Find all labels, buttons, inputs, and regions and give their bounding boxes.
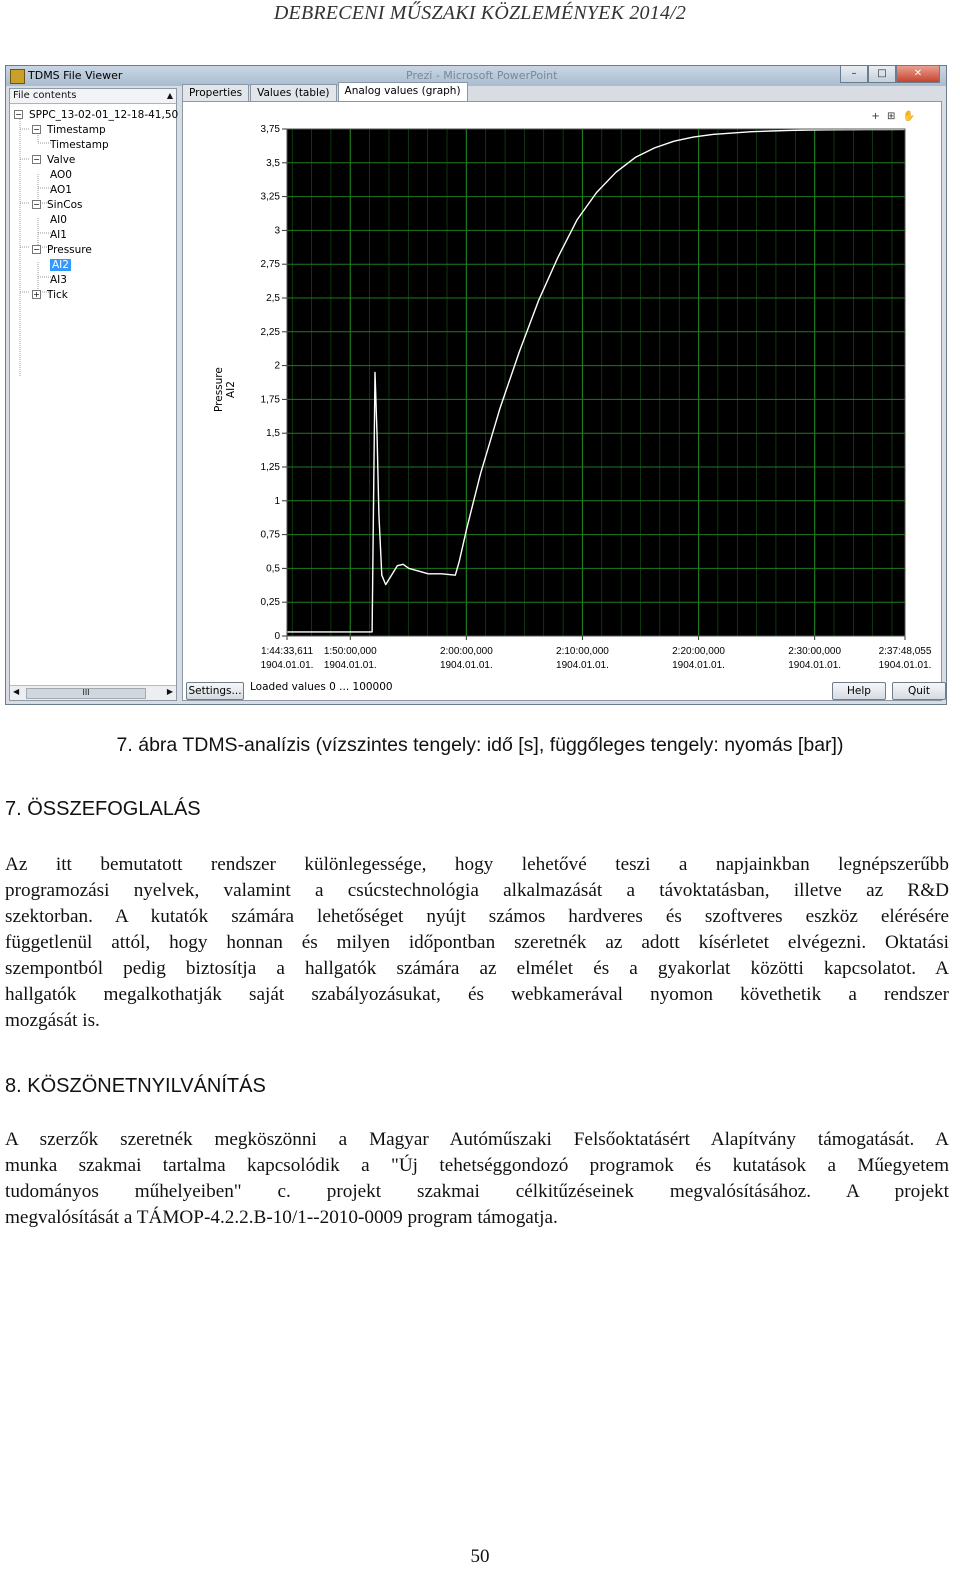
tree-node[interactable] — [32, 124, 106, 136]
x-tick-time-label: 2:00:00,000 — [439, 646, 493, 657]
x-tick-time-label: 2:20:00,000 — [672, 646, 725, 657]
x-tick-time-label: 2:37:48,055 — [878, 646, 932, 657]
y-tick-label: 3 — [274, 225, 280, 237]
file-contents-tree[interactable] — [9, 88, 177, 701]
y-tick-label: 2,5 — [266, 293, 280, 304]
plot-tools-palette[interactable]: + ⊞ ✋ — [871, 111, 917, 122]
collapse-icon[interactable]: − — [33, 200, 40, 209]
scroll-left-icon[interactable]: ◀ — [13, 687, 20, 696]
tree-node-label: AO0 — [50, 169, 72, 181]
text-line: szektorban. A kutatók számára lehetőséget nyújt számos hardveres és szoftveres eszköz elérésére — [5, 906, 949, 927]
x-tick-time-label: 1:44:33,611 — [260, 646, 314, 657]
y-tick-label: 2,25 — [260, 326, 280, 338]
tree-node-label: AI0 — [50, 214, 67, 226]
x-tick-date-label: 1904.01.01. — [672, 660, 725, 671]
text-line: tudományos műhelyeiben" c. projekt szakmai célkitűzéseinek megvalósításához. A projekt — [5, 1181, 949, 1202]
y-tick-label: 1,25 — [260, 462, 280, 473]
tree-node-label: SinCos — [47, 199, 83, 211]
section-8-heading: 8. KÖSZÖNETNYILVÁNÍTÁS — [5, 1075, 266, 1097]
tab-strip — [182, 84, 469, 102]
title-bar[interactable] — [6, 66, 946, 86]
settings-button[interactable]: Settings... — [186, 682, 244, 700]
background-window-title: Prezi - Microsoft PowerPoint — [406, 69, 558, 82]
bottom-bar — [182, 678, 942, 700]
app-icon — [10, 69, 25, 84]
collapse-icon[interactable]: − — [33, 155, 40, 164]
tree-node-label: Tick — [47, 289, 68, 301]
text-line: megvalósítását a TÁMOP-4.2.2.B-10/1--2010-0009 program támogatja. — [5, 1207, 558, 1228]
tree-node-label: Timestamp — [50, 139, 109, 151]
x-tick-time-label: 2:10:00,000 — [556, 646, 609, 657]
x-tick-time-label: 1:50:00,000 — [323, 646, 377, 657]
y-tick-label: 2 — [274, 360, 280, 372]
quit-button[interactable]: Quit — [892, 682, 946, 700]
tree-node-label: Valve — [47, 154, 76, 166]
y-axis-title-line2: AI2 — [225, 381, 237, 399]
x-tick-date-label: 1904.01.01. — [788, 660, 842, 671]
x-tick-date-label: 1904.01.01. — [323, 660, 377, 671]
text-line: mozgását is. — [5, 1010, 100, 1031]
tree-node[interactable] — [50, 229, 67, 241]
y-tick-label: 3,25 — [260, 191, 280, 203]
y-tick-label: 0,5 — [266, 563, 280, 575]
tree-node[interactable] — [50, 169, 72, 181]
scroll-thumb[interactable]: III — [26, 688, 146, 699]
status-text: Loaded values 0 ... 100000 — [250, 681, 393, 693]
tree-node[interactable] — [32, 199, 82, 211]
tree-node[interactable] — [50, 274, 67, 286]
y-tick-label: 2,75 — [260, 259, 280, 271]
plot-background — [287, 129, 905, 636]
pressure-graph[interactable] — [183, 102, 941, 677]
y-tick-label: 3,75 — [260, 124, 280, 135]
y-tick-label: 1,5 — [266, 428, 280, 440]
tree-header-label: File contents — [13, 90, 77, 101]
figure-caption: 7. ábra TDMS-analízis (vízszintes tengely: idő [s], függőleges tengely: nyomás [bar]) — [116, 734, 844, 756]
tree-node-label: Pressure — [47, 244, 92, 256]
tree-node[interactable] — [50, 139, 109, 151]
text-line: függetlenül attól, hogy honnan és milyen időpontban szeretnék az adott kísérletet elvégezni. Oktatási — [5, 932, 949, 953]
tree-node-label: AI1 — [50, 229, 67, 241]
text-line: A szerzők szeretnék megköszönni a Magyar Autóműszaki Felsőoktatásért Alapítvány támogatását. A — [5, 1129, 949, 1150]
tab-analog-values-graph[interactable]: Analog values (graph) — [338, 82, 468, 102]
scroll-up-icon[interactable]: ▲ — [166, 91, 173, 100]
y-tick-label: 1,75 — [260, 394, 280, 406]
y-tick-label: 1 — [274, 495, 280, 507]
tree-node[interactable] — [32, 154, 75, 166]
tree-node[interactable] — [50, 184, 72, 196]
help-button[interactable]: Help — [832, 682, 886, 700]
text-line: szempontból pedig biztosítja a hallgatók számára az elmélet és a gyakorlat közötti kapcsolatot. A — [5, 958, 949, 979]
scroll-right-icon[interactable]: ▶ — [166, 687, 173, 696]
minimize-button[interactable]: – — [840, 66, 868, 83]
section-7-paragraph — [5, 852, 949, 1034]
tree-node-label: Timestamp — [47, 124, 106, 136]
y-tick-label: 0,25 — [260, 597, 280, 609]
tree-node-label: AO1 — [50, 184, 72, 196]
x-tick-date-label: 1904.01.01. — [878, 660, 932, 671]
tree-node[interactable] — [50, 259, 71, 271]
y-tick-label: 0 — [274, 631, 280, 642]
running-head: DEBRECENI MŰSZAKI KÖZLEMÉNYEK 2014/2 — [273, 2, 687, 24]
x-tick-date-label: 1904.01.01. — [556, 660, 609, 671]
y-tick-label: 0,75 — [260, 529, 280, 541]
expand-icon[interactable]: + — [33, 290, 40, 299]
tab-properties[interactable]: Properties — [182, 84, 249, 102]
tree-node[interactable] — [50, 214, 67, 226]
x-tick-date-label: 1904.01.01. — [439, 660, 493, 671]
y-tick-label: 3,5 — [266, 157, 280, 169]
collapse-icon[interactable]: − — [15, 110, 22, 119]
y-axis-title-line1: Pressure — [213, 367, 225, 412]
maximize-button[interactable]: □ — [868, 66, 896, 83]
x-tick-time-label: 2:30:00,000 — [788, 646, 842, 657]
page-number: 50 — [470, 1546, 490, 1567]
tdms-viewer-window — [5, 65, 947, 705]
section-8-paragraph — [5, 1127, 949, 1231]
text-line: Az itt bemutatott rendszer különlegessége, hogy lehetővé teszi a napjainkban legnépszerűbb — [5, 854, 949, 875]
collapse-icon[interactable]: − — [33, 125, 40, 134]
tab-values-table[interactable]: Values (table) — [250, 84, 336, 102]
text-line: programozási nyelvek, valamint a csúcstechnológia alkalmazását a távoktatásban, illetve az R&D — [5, 880, 949, 901]
tree-node[interactable] — [32, 289, 68, 301]
section-7-heading: 7. ÖSSZEFOGLALÁS — [5, 798, 201, 820]
tree-horizontal-scrollbar[interactable] — [10, 685, 176, 700]
graph-panel — [182, 101, 942, 701]
collapse-icon[interactable]: − — [33, 245, 40, 254]
window-title: TDMS File Viewer — [28, 69, 123, 82]
tree-node-label: AI2 — [52, 259, 69, 271]
tree-node-label: SPPC_13-02-01_12-18-41,50 — [29, 109, 179, 121]
text-line: hallgatók megalkothatják saját szabályozásukat, és webkamerával nyomon követhetik a rendszer — [5, 984, 949, 1005]
tree-node[interactable] — [32, 244, 92, 256]
x-tick-date-label: 1904.01.01. — [260, 660, 314, 671]
tree-connector-lines — [10, 89, 179, 689]
close-button[interactable]: ✕ — [896, 66, 940, 83]
tree-node-label: AI3 — [50, 274, 67, 286]
text-line: munka szakmai tartalma kapcsolódik a "Új tehetséggondozó programok és kutatások a Műegyetem — [5, 1155, 949, 1176]
tree-node[interactable] — [14, 109, 178, 121]
